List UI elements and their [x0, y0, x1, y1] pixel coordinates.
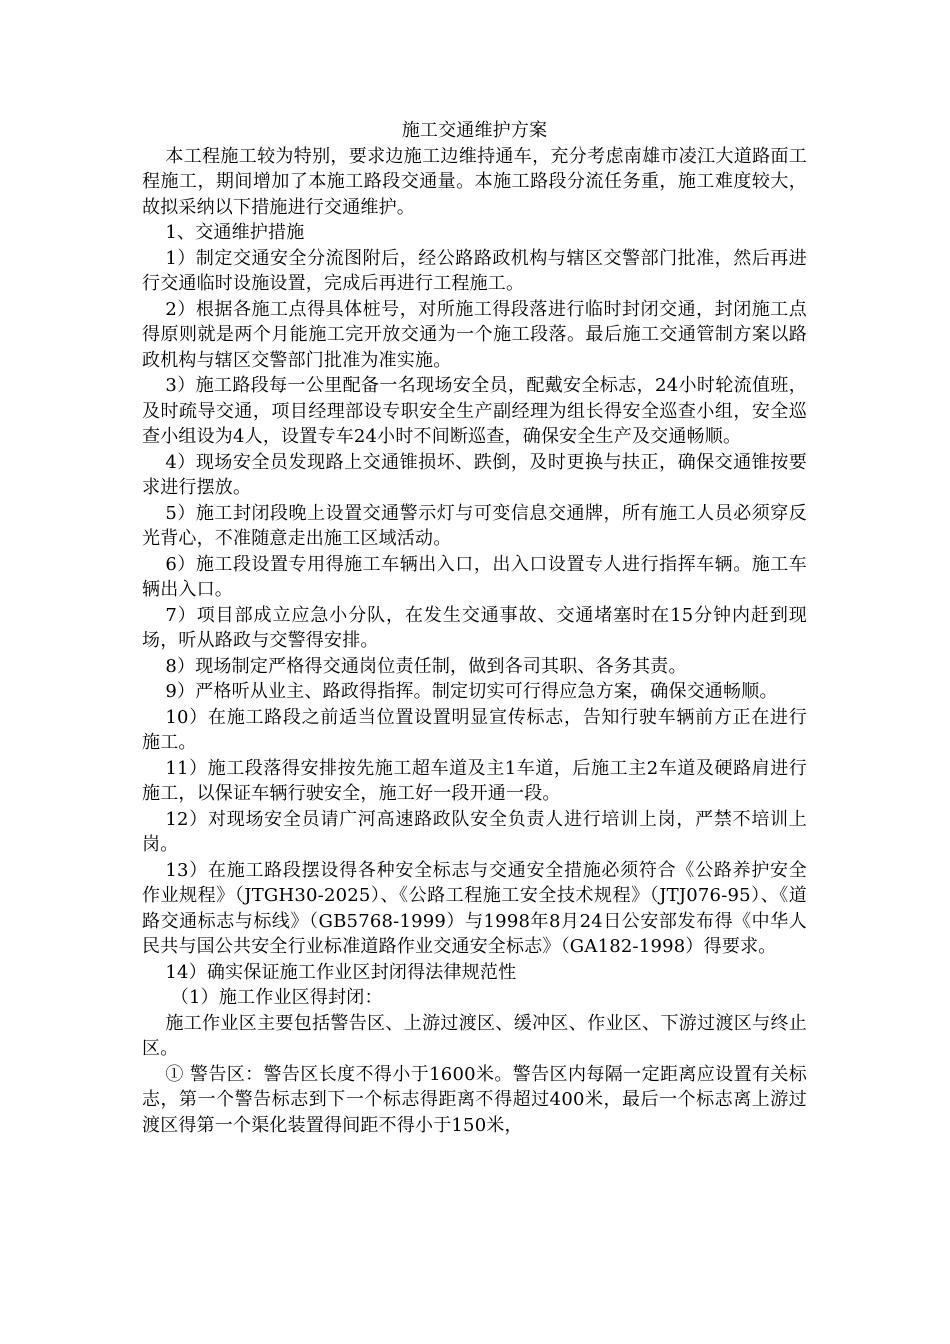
measure-item-1: 1）制定交通安全分流图附后，经公路路政机构与辖区交警部门批准，然后再进行交通临时设施设置，完成后再进行工程施工。	[142, 247, 807, 294]
measure-item-3: 3）施工路段每一公里配备一名现场安全员，配戴安全标志，24小时轮流值班，及时疏导交通，项目经理部设专职安全生产副经理为组长得安全巡查小组，安全巡查小组设为4人，设置专车24小时不间断巡查，确保安全生产及交通畅顺。	[142, 375, 807, 447]
measure-item-14: 14）确实保证施工作业区封闭得法律规范性	[165, 961, 517, 983]
warning-zone-description: ① 警告区：警告区长度不得小于1600米。警告区内每隔一定距离应设置有关标志，第一个警告标志到下一个标志得距离不得超过400米，最后一个标志离上游过渡区得第一个渠化装置得间距不得小于150米，	[142, 1063, 807, 1136]
subsection-work-zone-closure: （1）施工作业区得封闭：	[170, 987, 383, 1008]
measure-item-5: 5）施工封闭段晚上设置交通警示灯与可变信息交通牌，所有施工人员必须穿反光背心，不准随意走出施工区域活动。	[142, 502, 807, 549]
measure-item-6: 6）施工段设置专用得施工车辆出入口，出入口设置专人进行指挥车辆。施工车辆出入口。	[142, 553, 807, 600]
measure-item-8: 8）现场制定严格得交通岗位责任制，做到各司其职、各务其责。	[165, 655, 687, 677]
measure-item-13: 13）在施工路段摆设得各种安全标志与交通安全措施必须符合《公路养护安全作业规程》（JTGH30-2025）、《公路工程施工安全技术规程》（JTJ076-95）、《道路交通标志与标线》（GB5768-1999）与1998年8月24日公安部发布得《中华人民共与国公共安全行业标准道路作业交通安全标志》（GA182-1998）得要求。	[142, 859, 807, 957]
measure-item-7: 7）项目部成立应急小分队，在发生交通事故、交通堵塞时在15分钟内赶到现场，听从路政与交警得安排。	[142, 604, 807, 651]
intro-paragraph: 本工程施工较为特别，要求边施工边维持通车，充分考虑南雄市凌江大道路面工程施工，期间增加了本施工路段交通量。本施工路段分流任务重，施工难度较大，故拟采纳以下措施进行交通维护。	[142, 145, 807, 218]
section-heading-traffic-measures: 1、交通维护措施	[165, 222, 305, 243]
measure-item-12: 12）对现场安全员请广河高速路政队安全负责人进行培训上岗，严禁不培训上岗。	[142, 808, 807, 855]
document-title: 施工交通维护方案	[401, 120, 548, 141]
measure-item-10: 10）在施工路段之前适当位置设置明显宣传标志，告知行驶车辆前方正在进行施工。	[142, 706, 807, 753]
measure-item-11: 11）施工段落得安排按先施工超车道及主1车道，后施工主2车道及硬路肩进行施工，以保证车辆行驶安全，施工好一段开通一段。	[142, 757, 807, 804]
measure-item-4: 4）现场安全员发现路上交通锥损坏、跌倒，及时更换与扶正，确保交通锥按要求进行摆放。	[142, 451, 807, 498]
document-body	[142, 118, 807, 1138]
work-zone-description: 施工作业区主要包括警告区、上游过渡区、缓冲区、作业区、下游过渡区与终止区。	[142, 1012, 807, 1059]
measure-item-9: 9）严格听从业主、路政得指挥。制定切实可行得应急方案，确保交通畅顺。	[165, 681, 778, 702]
measure-item-2: 2）根据各施工点得具体桩号，对所施工得段落进行临时封闭交通，封闭施工点得原则就是两个月能施工完开放交通为一个施工段落。最后施工交通管制方案以路政机构与辖区交警部门批准为准实施。	[142, 298, 807, 371]
